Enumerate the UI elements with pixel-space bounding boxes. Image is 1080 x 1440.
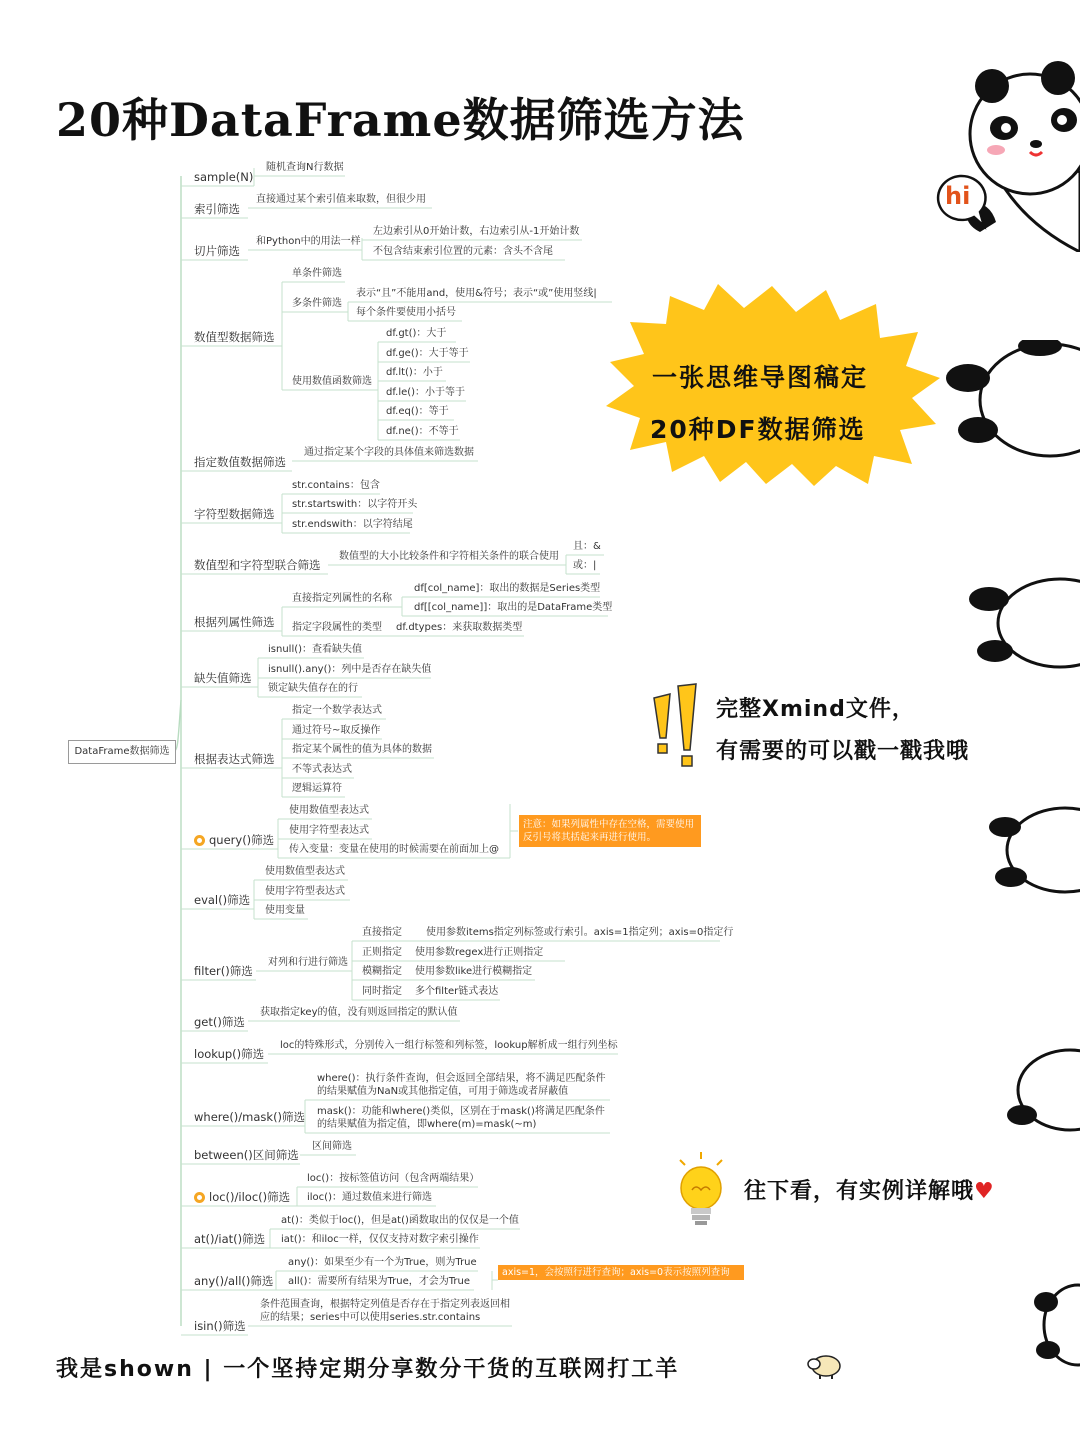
note: where()：执行条件查询，但会返回全部结果，将不满足匹配条件的结果赋值为NaN或其他指定值，可用于筛选或者屏蔽值 — [317, 1073, 606, 1097]
panda-body-icon — [965, 575, 1080, 670]
note: isnull()：查看缺失值 — [268, 644, 363, 655]
branch-value: 指定数值数据筛选 — [194, 455, 286, 469]
note: 区间筛选 — [312, 1141, 352, 1152]
subnode: 指定字段属性的类型 — [292, 622, 382, 633]
subnode: 单条件筛选 — [292, 268, 342, 279]
subnode: 数值型的大小比较条件和字符相关条件的联合使用 — [339, 551, 559, 562]
hi-text: hi — [945, 182, 971, 210]
subnode: 和Python中的用法一样 — [256, 236, 361, 247]
filter-mode: 模糊指定 — [362, 966, 402, 977]
note: 随机查询N行数据 — [266, 162, 344, 173]
subnode: 多条件筛选 — [292, 298, 342, 309]
branch-expression: 根据表达式筛选 — [194, 752, 275, 766]
promo-down-text — [744, 1174, 995, 1205]
branch-where-mask: where()/mask()筛选 — [194, 1110, 306, 1124]
note: 多个filter链式表达 — [415, 986, 499, 997]
note: 条件范围查询，根据特定列值是否存在于指定列表返回相应的结果；series中可以使用series.str.contains — [260, 1299, 510, 1323]
note: 使用参数items指定列标签或行索引。axis=1指定列；axis=0指定行 — [426, 927, 734, 938]
page-title: 20种DataFrame数据筛选方法 — [56, 93, 745, 147]
heart-icon: ♥ — [974, 1179, 995, 1204]
note: 使用字符型表达式 — [265, 886, 345, 897]
lightbulb-icon — [670, 1150, 732, 1230]
note: at()：类似于loc()，但是at()函数取出的仅仅是一个值 — [281, 1215, 519, 1226]
footer-text: 我是shown | 一个坚持定期分享数分干货的互联网打工羊 — [56, 1357, 680, 1382]
note: 通过符号~取反操作 — [292, 725, 381, 736]
note: 左边索引从0开始计数，右边索引从-1开始计数 — [373, 226, 580, 237]
branch-query: query()筛选 — [209, 833, 275, 847]
branch-string: 字符型数据筛选 — [194, 507, 275, 521]
note: 每个条件要使用小括号 — [356, 307, 456, 318]
exclamation-icon — [648, 680, 704, 772]
subnode: 直接指定列属性的名称 — [292, 593, 392, 604]
panda-body-icon — [1000, 1045, 1080, 1135]
panda-body-icon — [1030, 1280, 1080, 1370]
note: 且：& — [573, 541, 601, 552]
filter-mode: 正则指定 — [362, 947, 402, 958]
branch-sample: sample(N) — [194, 170, 254, 184]
note: df.dtypes：来获取数据类型 — [396, 622, 523, 633]
note: df[[col_name]]：取出的是DataFrame类型 — [414, 602, 613, 613]
note: loc的特殊形式，分别传入一组行标签和列标签，lookup解析成一组行列坐标 — [280, 1040, 618, 1051]
note: iloc()：通过数值来进行筛选 — [307, 1192, 432, 1203]
mindmap-root: DataFrame数据筛选 — [68, 740, 176, 764]
note: mask()：功能和where()类似，区别在于mask()将满足匹配条件的结果赋值为指定值，即where(m)=mask(~m) — [317, 1106, 605, 1130]
note: 表示“且”不能用and，使用&符号；表示“或”使用竖线| — [356, 288, 597, 299]
note: 或：| — [573, 560, 597, 571]
note: 逻辑运算符 — [292, 783, 342, 794]
note: 使用数值型表达式 — [265, 866, 345, 877]
branch-numeric: 数值型数据筛选 — [194, 330, 275, 344]
branch-any-all: any()/all()筛选 — [194, 1274, 274, 1288]
note: 获取指定key的值，没有则返回指定的默认值 — [260, 1007, 458, 1018]
branch-isin: isin()筛选 — [194, 1319, 246, 1333]
note: 传入变量：变量在使用的时候需要在前面加上@ — [289, 844, 499, 855]
func-item: df.eq()：等于 — [386, 406, 449, 417]
note: isnull().any()：列中是否存在缺失值 — [268, 664, 432, 675]
branch-missing: 缺失值筛选 — [194, 671, 252, 685]
note: 使用数值型表达式 — [289, 805, 369, 816]
note: 直接通过某个索引值来取数，但很少用 — [256, 194, 426, 205]
marker-icon — [194, 1192, 205, 1203]
query-callout: 注意：如果列属性中存在空格，需要使用反引号将其括起来再进行使用。 — [519, 815, 701, 847]
subnode: 对列和行进行筛选 — [268, 957, 348, 968]
note: 使用变量 — [265, 905, 305, 916]
subnode: 使用数值函数筛选 — [292, 376, 372, 387]
note: 指定一个数学表达式 — [292, 705, 382, 716]
marker-icon — [194, 835, 205, 846]
branch-combined: 数值型和字符型联合筛选 — [194, 558, 321, 572]
note: 不包含结束索引位置的元素：含头不含尾 — [373, 246, 553, 257]
filter-mode: 直接指定 — [362, 927, 402, 938]
note: 不等式表达式 — [292, 764, 352, 775]
panda-body-icon — [940, 340, 1080, 460]
func-item: df.ge()：大于等于 — [386, 348, 469, 359]
note: all()：需要所有结果为True，才会为True — [288, 1276, 470, 1287]
branch-get: get()筛选 — [194, 1015, 245, 1029]
note: loc()：按标签值访问（包含两端结果） — [307, 1173, 480, 1184]
func-item: df.ne()：不等于 — [386, 426, 459, 437]
promo-line-2: 有需要的可以戳一戳我哦 — [716, 739, 970, 764]
panda-body-icon — [985, 805, 1080, 895]
sheep-icon — [806, 1352, 842, 1380]
branch-eval: eval()筛选 — [194, 893, 251, 907]
note: str.endswith：以字符结尾 — [292, 519, 413, 530]
note: str.contains：包含 — [292, 480, 380, 491]
note: df[col_name]：取出的数据是Series类型 — [414, 583, 601, 594]
func-item: df.lt()：小于 — [386, 367, 443, 378]
func-item: df.le()：小于等于 — [386, 387, 466, 398]
burst-line-2: 20种DF数据筛选 — [650, 415, 866, 444]
any-all-callout: axis=1，会按照行进行查询；axis=0表示按照列查询 — [498, 1265, 744, 1280]
branch-column: 根据列属性筛选 — [194, 615, 275, 629]
branch-filter: filter()筛选 — [194, 964, 253, 978]
note: 使用参数like进行模糊指定 — [415, 966, 533, 977]
branch-loc-iloc: loc()/iloc()筛选 — [209, 1190, 291, 1204]
note: 使用参数regex进行正则指定 — [415, 947, 544, 958]
note: iat()：和iloc一样，仅仅支持对数字索引操作 — [281, 1234, 479, 1245]
func-item: df.gt()：大于 — [386, 328, 447, 339]
promo-down-label: 往下看，有实例详解哦 — [744, 1179, 975, 1204]
branch-between: between()区间筛选 — [194, 1148, 299, 1162]
note: any()：如果至少有一个为True，则为True — [288, 1257, 477, 1268]
promo-line-1: 完整Xmind文件， — [716, 697, 915, 722]
note: 指定某个属性的值为具体的数据 — [292, 744, 432, 755]
note: str.startswith：以字符开头 — [292, 499, 418, 510]
branch-lookup: lookup()筛选 — [194, 1047, 265, 1061]
filter-mode: 同时指定 — [362, 986, 402, 997]
branch-slice: 切片筛选 — [194, 244, 240, 258]
burst-line-1: 一张思维导图稿定 — [652, 363, 869, 392]
note: 锁定缺失值存在的行 — [268, 683, 358, 694]
branch-index: 索引筛选 — [194, 202, 240, 216]
note: 使用字符型表达式 — [289, 825, 369, 836]
note: 通过指定某个字段的具体值来筛选数据 — [304, 447, 474, 458]
branch-at-iat: at()/iat()筛选 — [194, 1232, 266, 1246]
